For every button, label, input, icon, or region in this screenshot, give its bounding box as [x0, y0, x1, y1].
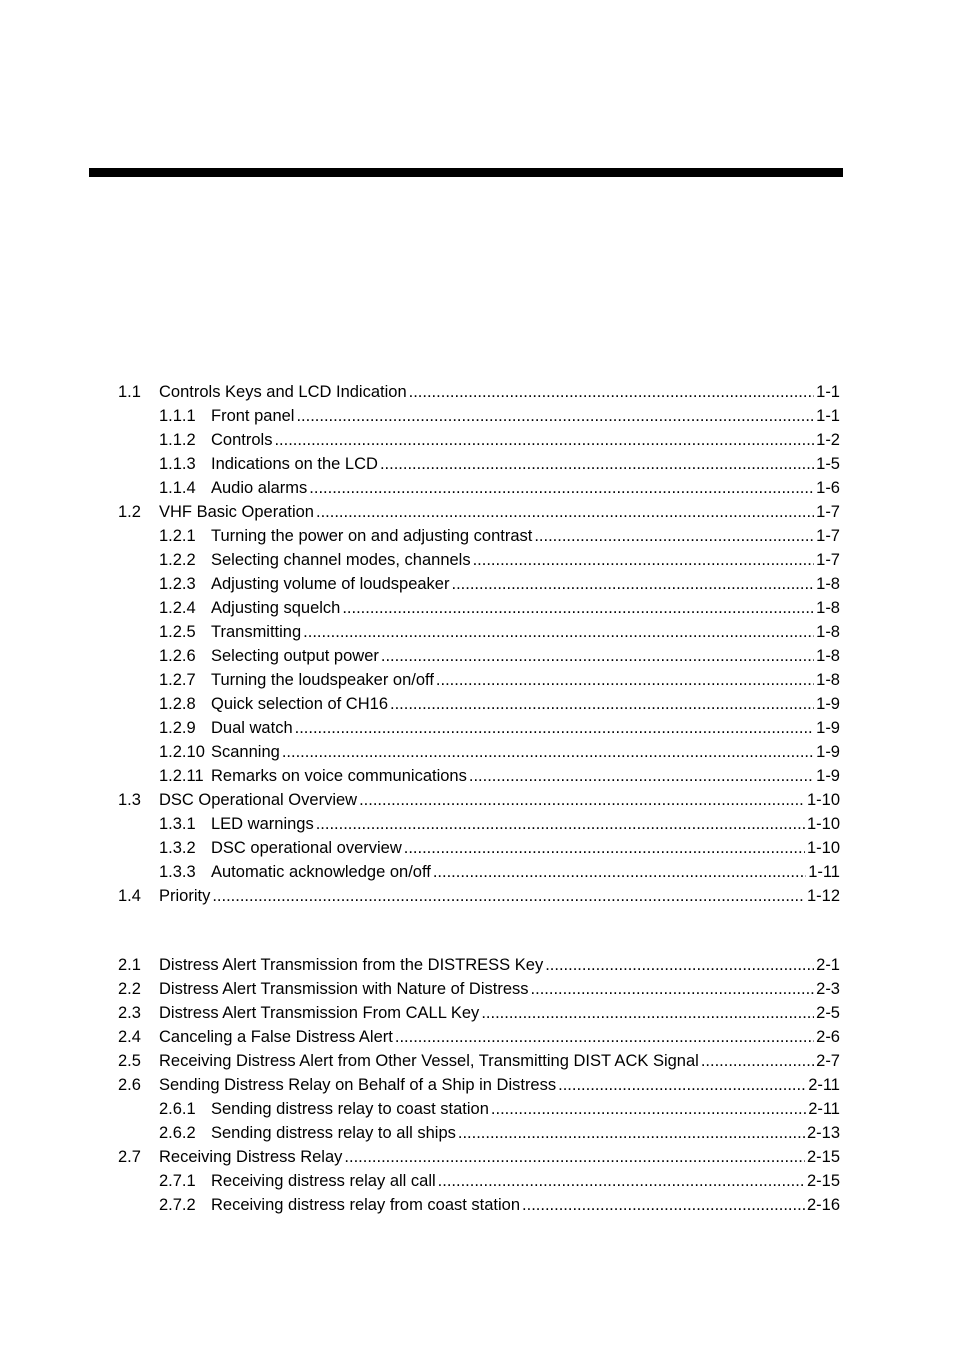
toc-entry-page-number: 1-6 — [816, 479, 840, 497]
toc-dot-leader — [303, 620, 814, 644]
toc-entry-page-number: 1-10 — [806, 839, 840, 857]
toc-entry-page-number: 1-5 — [816, 455, 840, 473]
toc-entry-title: Indications on the LCD — [211, 455, 378, 473]
toc-entry[interactable] — [0, 1073, 954, 1097]
toc-entry[interactable] — [0, 953, 954, 977]
toc-entry-body — [211, 548, 840, 572]
toc-entry-number: 1.1.2 — [159, 431, 196, 449]
toc-entry-title: Turning the power on and adjusting contrast — [211, 527, 533, 545]
toc-entry-number: 2.3 — [118, 1004, 141, 1022]
toc-dot-leader — [274, 428, 814, 452]
toc-entry-body — [211, 596, 840, 620]
toc-entry-title: Priority — [159, 887, 211, 905]
toc-dot-leader — [438, 1169, 805, 1193]
toc-dot-leader — [451, 572, 814, 596]
toc-entry-number: 2.6 — [118, 1076, 141, 1094]
toc-entry[interactable] — [0, 1145, 954, 1169]
toc-entry-title: Turning the loudspeaker on/off — [211, 671, 434, 689]
toc-entry-page-number: 1-10 — [806, 815, 840, 833]
toc-entry-title: Distress Alert Transmission From CALL Key — [159, 1004, 480, 1022]
toc-entry-number: 1.4 — [118, 887, 141, 905]
toc-dot-leader — [316, 500, 814, 524]
toc-entry-page-number: 1-10 — [806, 791, 840, 809]
toc-dot-leader — [381, 644, 814, 668]
toc-entry-page-number: 2-15 — [806, 1148, 840, 1166]
toc-entry-title: Receiving distress relay from coast station — [211, 1196, 521, 1214]
toc-entry[interactable] — [0, 716, 954, 740]
toc-entry-title: Dual watch — [211, 719, 293, 737]
toc-entry-body — [211, 524, 840, 548]
toc-entry-body — [211, 764, 840, 788]
toc-entry-page-number: 2-11 — [808, 1076, 840, 1094]
toc-dot-leader — [473, 548, 815, 572]
toc-entry[interactable] — [0, 788, 954, 812]
toc-entry-page-number: 2-16 — [806, 1196, 840, 1214]
toc-entry-page-number: 1-1 — [816, 407, 840, 425]
toc-entry-body — [159, 977, 840, 1001]
toc-entry-number: 1.2.10 — [159, 743, 205, 761]
toc-entry[interactable] — [0, 1001, 954, 1025]
toc-entry-body — [211, 1121, 840, 1145]
toc-entry-number: 1.2.1 — [159, 527, 196, 545]
toc-entry-number: 1.3.1 — [159, 815, 196, 833]
toc-entry[interactable] — [0, 1193, 954, 1217]
toc-dot-leader — [522, 1193, 805, 1217]
toc-entry-number: 2.1 — [118, 956, 141, 974]
toc-entry-body — [211, 620, 840, 644]
toc-entry-title: Scanning — [211, 743, 280, 761]
toc-dot-leader — [282, 740, 814, 764]
toc-dot-leader — [491, 1097, 806, 1121]
toc-entry-title: Audio alarms — [211, 479, 308, 497]
toc-entry-title: DSC operational overview — [211, 839, 402, 857]
toc-entry[interactable] — [0, 860, 954, 884]
toc-entry-page-number: 1-8 — [816, 575, 840, 593]
toc-entry-page-number: 1-7 — [816, 527, 840, 545]
toc-entry-page-number: 1-9 — [816, 719, 840, 737]
toc-dot-leader — [469, 764, 814, 788]
toc-entry-number: 1.2.6 — [159, 647, 196, 665]
toc-entry-page-number: 2-11 — [808, 1100, 840, 1118]
toc-entry-page-number: 1-8 — [816, 623, 840, 641]
toc-entry-number: 2.7.1 — [159, 1172, 196, 1190]
toc-entry-number: 2.6.1 — [159, 1100, 196, 1118]
toc-dot-leader — [701, 1049, 814, 1073]
toc-dot-leader — [316, 812, 805, 836]
toc-entry-body — [211, 668, 840, 692]
toc-entry-body — [159, 953, 840, 977]
toc-entry-body — [159, 788, 840, 812]
toc-section-2 — [0, 953, 954, 1217]
chapter-heading-rule — [89, 168, 843, 177]
toc-entry-body — [211, 1193, 840, 1217]
toc-entry-body — [159, 1073, 840, 1097]
toc-entry-title: Adjusting squelch — [211, 599, 341, 617]
toc-entry-body — [211, 740, 840, 764]
toc-entry-number: 1.2.4 — [159, 599, 196, 617]
toc-entry-page-number: 1-11 — [808, 863, 840, 881]
toc-entry-body — [211, 692, 840, 716]
toc-entry[interactable] — [0, 452, 954, 476]
toc-entry-body — [211, 1097, 840, 1121]
toc-entry-body — [211, 476, 840, 500]
toc-entry[interactable] — [0, 476, 954, 500]
toc-entry-number: 1.2.11 — [159, 767, 204, 785]
toc-entry-title: Automatic acknowledge on/off — [211, 863, 431, 881]
toc-entry[interactable] — [0, 620, 954, 644]
toc-entry[interactable] — [0, 977, 954, 1001]
toc-entry-page-number: 2-13 — [806, 1124, 840, 1142]
toc-entry-body — [211, 572, 840, 596]
toc-entry-title: Receiving Distress Alert from Other Vessel, Transmitting DIST ACK Signal — [159, 1052, 699, 1070]
toc-entry[interactable] — [0, 1097, 954, 1121]
toc-entry[interactable] — [0, 500, 954, 524]
toc-entry-page-number: 1-9 — [816, 743, 840, 761]
toc-dot-leader — [342, 596, 814, 620]
toc-entry-body — [211, 428, 840, 452]
toc-entry-number: 2.5 — [118, 1052, 141, 1070]
toc-entry[interactable] — [0, 1169, 954, 1193]
toc-entry-number: 1.2.7 — [159, 671, 196, 689]
toc-entry-page-number: 1-8 — [816, 647, 840, 665]
toc-entry-number: 1.1 — [118, 383, 141, 401]
toc-entry-body — [159, 1145, 840, 1169]
toc-entry-title: Canceling a False Distress Alert — [159, 1028, 393, 1046]
toc-dot-leader — [309, 476, 814, 500]
toc-entry[interactable] — [0, 692, 954, 716]
toc-entry-title: Controls Keys and LCD Indication — [159, 383, 407, 401]
toc-dot-leader — [390, 692, 814, 716]
toc-entry[interactable] — [0, 668, 954, 692]
toc-entry-page-number: 2-6 — [816, 1028, 840, 1046]
toc-entry-title: Receiving Distress Relay — [159, 1148, 343, 1166]
toc-entry-title: Selecting channel modes, channels — [211, 551, 471, 569]
toc-entry-title: Sending Distress Relay on Behalf of a Ship in Distress — [159, 1076, 557, 1094]
toc-dot-leader — [344, 1145, 805, 1169]
toc-entry-page-number: 2-7 — [816, 1052, 840, 1070]
toc-entry-title: Selecting output power — [211, 647, 379, 665]
toc-entry-title: Transmitting — [211, 623, 302, 641]
toc-dot-leader — [436, 668, 814, 692]
toc-entry[interactable] — [0, 596, 954, 620]
toc-entry-page-number: 2-1 — [816, 956, 840, 974]
toc-entry-body — [159, 1025, 840, 1049]
toc-entry[interactable] — [0, 548, 954, 572]
toc-entry[interactable] — [0, 812, 954, 836]
toc-entry-title: Remarks on voice communications — [211, 767, 467, 785]
toc-dot-leader — [531, 977, 815, 1001]
toc-entry-body — [211, 404, 840, 428]
toc-entry-page-number: 1-7 — [816, 551, 840, 569]
toc-entry-title: Distress Alert Transmission from the DISTRESS Key — [159, 956, 544, 974]
toc-entry-page-number: 1-7 — [816, 503, 840, 521]
toc-dot-leader — [212, 884, 805, 908]
toc-entry[interactable] — [0, 524, 954, 548]
toc-entry-number: 1.2 — [118, 503, 141, 521]
toc-dot-leader — [296, 404, 814, 428]
toc-entry[interactable] — [0, 644, 954, 668]
toc-entry-page-number: 1-8 — [816, 671, 840, 689]
toc-entry-page-number: 1-12 — [806, 887, 840, 905]
toc-section-1 — [0, 380, 954, 908]
toc-entry-title: Receiving distress relay all call — [211, 1172, 436, 1190]
toc-entry-page-number: 1-2 — [816, 431, 840, 449]
toc-entry-title: Adjusting volume of loudspeaker — [211, 575, 450, 593]
toc-entry-body — [211, 452, 840, 476]
toc-dot-leader — [404, 836, 805, 860]
toc-dot-leader — [558, 1073, 806, 1097]
toc-dot-leader — [458, 1121, 805, 1145]
toc-entry-body — [159, 380, 840, 404]
toc-entry-page-number: 2-15 — [806, 1172, 840, 1190]
toc-entry-title: Controls — [211, 431, 273, 449]
toc-entry-page-number: 1-1 — [816, 383, 840, 401]
toc-entry-title: VHF Basic Operation — [159, 503, 314, 521]
toc-entry[interactable] — [0, 380, 954, 404]
toc-entry-number: 1.2.9 — [159, 719, 196, 737]
toc-entry-body — [159, 884, 840, 908]
toc-entry[interactable] — [0, 404, 954, 428]
toc-entry-number: 1.1.3 — [159, 455, 196, 473]
toc-entry-title: DSC Operational Overview — [159, 791, 358, 809]
toc-entry-number: 1.3 — [118, 791, 141, 809]
toc-entry[interactable] — [0, 764, 954, 788]
toc-entry-body — [211, 812, 840, 836]
toc-entry-body — [159, 1049, 840, 1073]
toc-entry-number: 1.1.1 — [159, 407, 196, 425]
toc-entry-number: 1.3.3 — [159, 863, 196, 881]
toc-entry-number: 2.7 — [118, 1148, 141, 1166]
toc-dot-leader — [295, 716, 815, 740]
toc-entry-page-number: 1-8 — [816, 599, 840, 617]
toc-dot-leader — [534, 524, 814, 548]
toc-dot-leader — [359, 788, 805, 812]
toc-entry-number: 2.2 — [118, 980, 141, 998]
toc-entry-page-number: 2-3 — [816, 980, 840, 998]
toc-entry-page-number: 1-9 — [816, 767, 840, 785]
toc-dot-leader — [433, 860, 806, 884]
toc-entry-number: 2.7.2 — [159, 1196, 196, 1214]
toc-entry-number: 2.4 — [118, 1028, 141, 1046]
toc-entry-title: Sending distress relay to coast station — [211, 1100, 489, 1118]
toc-entry-number: 1.3.2 — [159, 839, 196, 857]
toc-entry-body — [211, 644, 840, 668]
toc-entry-title: Distress Alert Transmission with Nature of Distress — [159, 980, 529, 998]
toc-dot-leader — [481, 1001, 814, 1025]
toc-entry[interactable] — [0, 884, 954, 908]
toc-entry-body — [159, 500, 840, 524]
toc-entry-page-number: 1-9 — [816, 695, 840, 713]
toc-entry[interactable] — [0, 572, 954, 596]
toc-entry[interactable] — [0, 740, 954, 764]
toc-entry-title: Front panel — [211, 407, 295, 425]
toc-entry-page-number: 2-5 — [816, 1004, 840, 1022]
toc-entry[interactable] — [0, 1049, 954, 1073]
toc-dot-leader — [395, 1025, 814, 1049]
toc-entry-body — [159, 1001, 840, 1025]
toc-entry-number: 1.1.4 — [159, 479, 196, 497]
toc-entry-title: LED warnings — [211, 815, 314, 833]
toc-entry-number: 2.6.2 — [159, 1124, 196, 1142]
toc-dot-leader — [380, 452, 814, 476]
toc-entry-body — [211, 716, 840, 740]
toc-entry-number: 1.2.3 — [159, 575, 196, 593]
toc-entry-body — [211, 836, 840, 860]
toc-entry-body — [211, 1169, 840, 1193]
toc-entry[interactable] — [0, 1121, 954, 1145]
toc-dot-leader — [409, 380, 815, 404]
toc-dot-leader — [545, 953, 814, 977]
toc-entry[interactable] — [0, 428, 954, 452]
toc-entry-body — [211, 860, 840, 884]
toc-entry-number: 1.2.2 — [159, 551, 196, 569]
toc-entry[interactable] — [0, 1025, 954, 1049]
toc-entry-title: Quick selection of CH16 — [211, 695, 388, 713]
toc-entry[interactable] — [0, 836, 954, 860]
toc-entry-number: 1.2.5 — [159, 623, 196, 641]
toc-entry-title: Sending distress relay to all ships — [211, 1124, 456, 1142]
toc-entry-number: 1.2.8 — [159, 695, 196, 713]
